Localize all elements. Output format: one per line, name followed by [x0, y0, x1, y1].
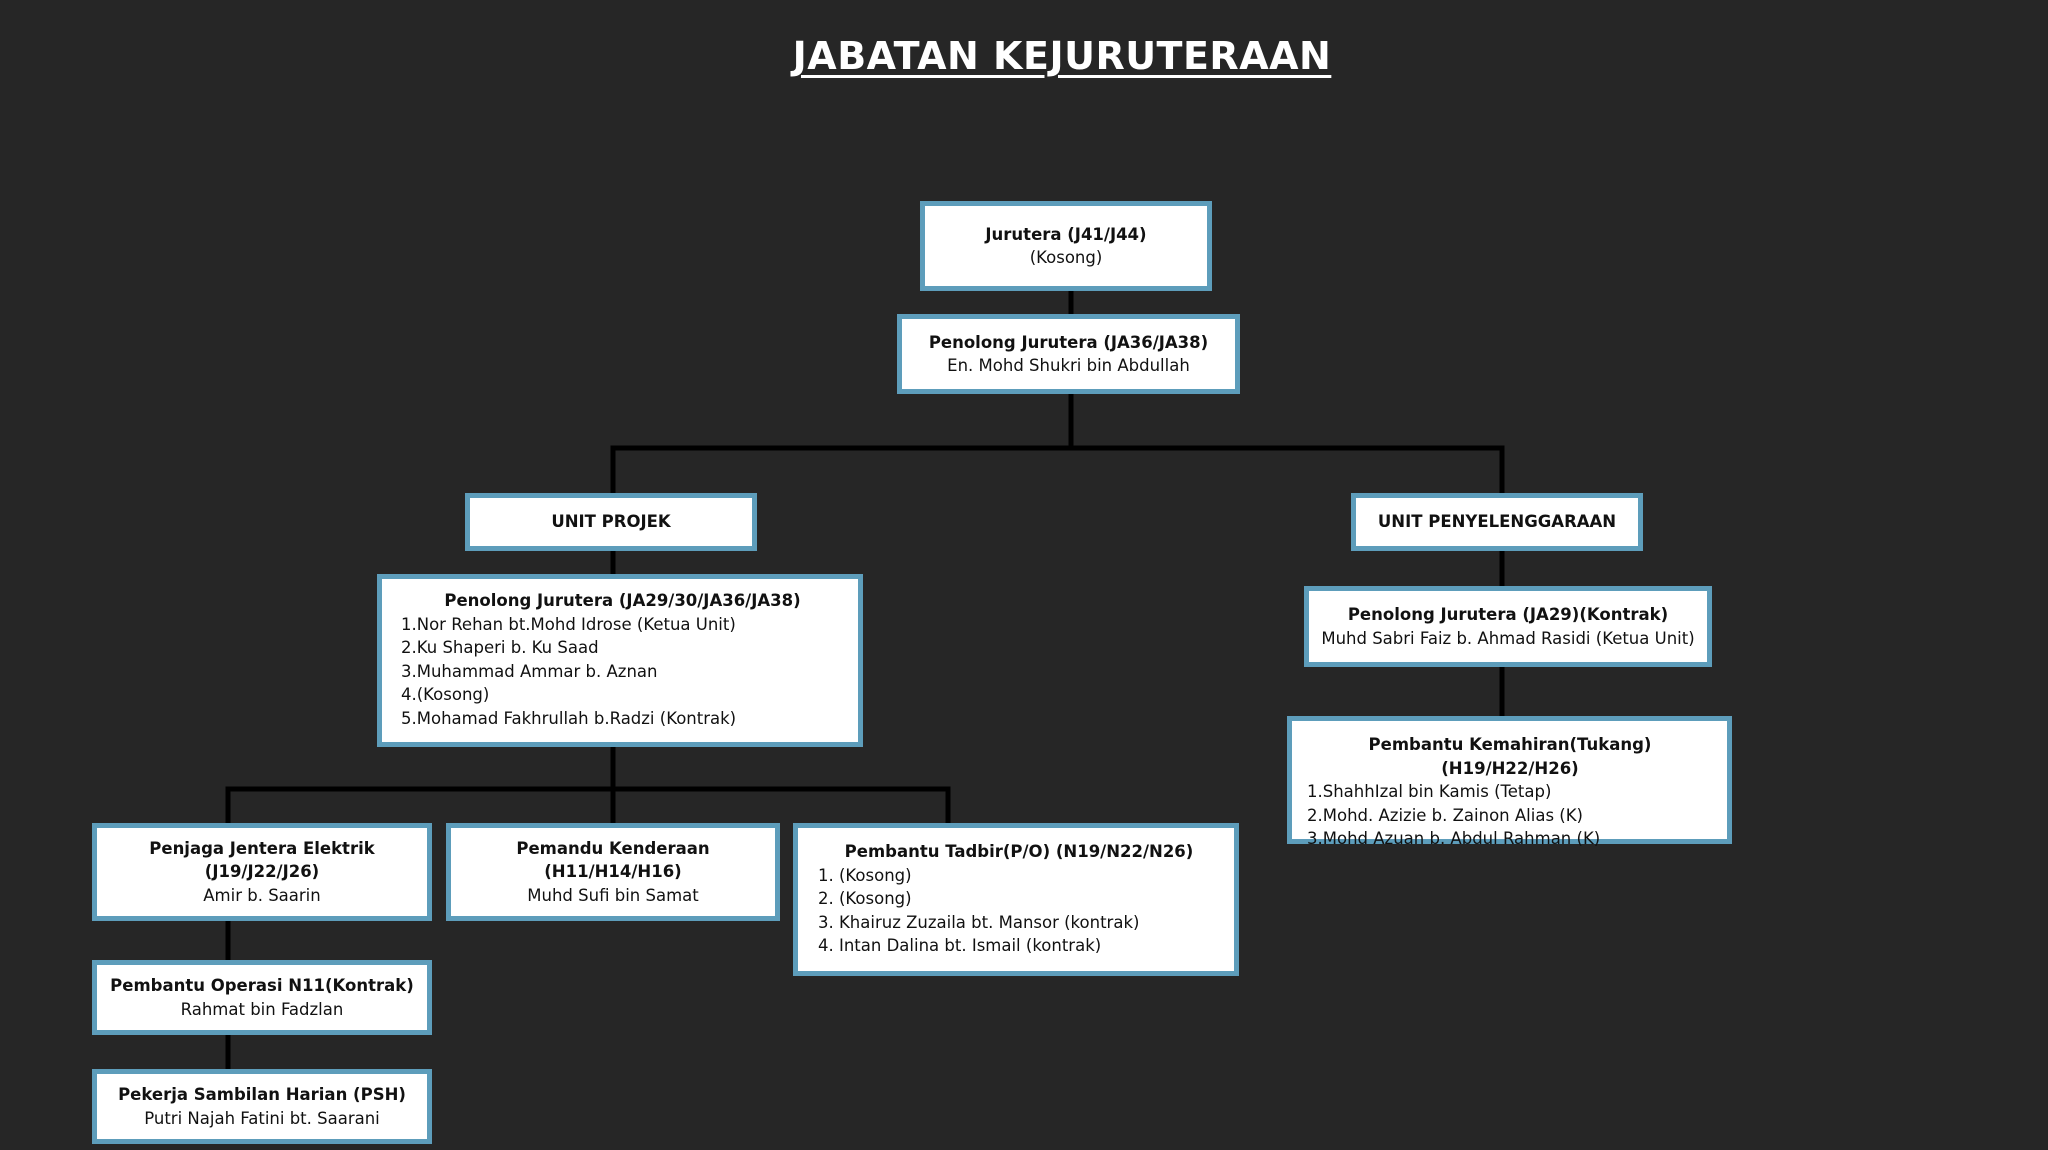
node-penolong-jurutera-projek-list: [401, 613, 844, 731]
node-pemandu-kenderaan-grade: (H11/H14/H16): [544, 862, 682, 882]
list-item: 2.Mohd. Azizie b. Zainon Alias (K): [1307, 805, 1583, 825]
node-pembantu-tadbir-heading: Pembantu Tadbir(P/O) (N19/N22/N26): [844, 842, 1194, 861]
node-pembantu-operasi: [92, 960, 432, 1035]
node-penjaga-jentera-content: Amir b. Saarin: [203, 885, 321, 905]
list-item: 3. Khairuz Zuzaila bt. Mansor (kontrak): [818, 912, 1140, 932]
list-item: 4.(Kosong): [401, 685, 490, 704]
node-jurutera-content: (Kosong): [1029, 248, 1103, 267]
node-unit-penyelenggaraan: [1351, 493, 1643, 551]
node-pembantu-tadbir-list: [818, 864, 1220, 958]
node-pekerja-sambilan-content: Putri Najah Fatini bt. Saarani: [144, 1108, 380, 1128]
node-penolong-jurutera-main-content: En. Mohd Shukri bin Abdullah: [947, 356, 1190, 375]
node-pemandu-kenderaan-heading: Pemandu Kenderaan: [516, 838, 710, 858]
node-unit-projek: [465, 493, 757, 551]
node-pembantu-operasi-heading: Pembantu Operasi N11(Kontrak): [110, 976, 414, 995]
node-unit-penyelenggaraan-heading: UNIT PENYELENGGARAAN: [1377, 512, 1617, 532]
node-penjaga-jentera-grade: (J19/J22/J26): [204, 862, 320, 882]
node-pembantu-operasi-content: Rahmat bin Fadzlan: [180, 999, 344, 1019]
node-jurutera-heading: Jurutera (J41/J44): [985, 224, 1147, 244]
node-penolong-jurutera-main: [897, 314, 1240, 394]
node-pekerja-sambilan-heading: Pekerja Sambilan Harian (PSH): [118, 1085, 406, 1104]
node-penolong-jurutera-projek-heading: Penolong Jurutera (JA29/30/JA36/JA38): [444, 591, 801, 610]
node-pembantu-kemahiran-list: [1307, 780, 1713, 851]
node-pekerja-sambilan: [92, 1069, 432, 1144]
node-unit-projek-heading: UNIT PROJEK: [551, 512, 671, 532]
node-jurutera: [920, 201, 1212, 291]
node-penjaga-jentera-heading: Penjaga Jentera Elektrik: [149, 838, 375, 858]
list-item: 1.Nor Rehan bt.Mohd Idrose (Ketua Unit): [401, 614, 736, 634]
list-item: 1.ShahhIzal bin Kamis (Tetap): [1307, 782, 1552, 801]
node-penolong-jurutera-projek: [377, 574, 863, 747]
node-penolong-jurutera-penyelenggaraan: [1304, 586, 1712, 667]
list-item: 2.Ku Shaperi b. Ku Saad: [401, 638, 599, 657]
node-pemandu-kenderaan-content: Muhd Sufi bin Samat: [527, 885, 699, 905]
chart-title: JABATAN KEJURUTERAAN: [792, 34, 1332, 78]
list-item: 1. (Kosong): [818, 865, 912, 885]
node-pembantu-kemahiran-heading: Pembantu Kemahiran(Tukang) (H19/H22/H26): [1368, 735, 1652, 778]
node-pembantu-tadbir: [793, 823, 1239, 976]
node-pemandu-kenderaan: [446, 823, 780, 921]
list-item: 4. Intan Dalina bt. Ismail (kontrak): [818, 936, 1102, 955]
node-penolong-jurutera-penyelenggaraan-heading: Penolong Jurutera (JA29)(Kontrak): [1347, 605, 1669, 624]
node-penolong-jurutera-main-heading: Penolong Jurutera (JA36/JA38): [928, 332, 1209, 352]
node-penjaga-jentera: [92, 823, 432, 921]
node-pembantu-kemahiran: [1287, 716, 1732, 848]
node-penolong-jurutera-penyelenggaraan-content: Muhd Sabri Faiz b. Ahmad Rasidi (Ketua Unit): [1321, 628, 1695, 648]
list-item: 2. (Kosong): [818, 889, 912, 908]
list-item: 3.Muhammad Ammar b. Aznan: [401, 661, 658, 681]
list-item: 3.Mohd Azuan b. Abdul Rahman (K): [1307, 829, 1601, 848]
list-item: 5.Mohamad Fakhrullah b.Radzi (Kontrak): [401, 708, 737, 728]
